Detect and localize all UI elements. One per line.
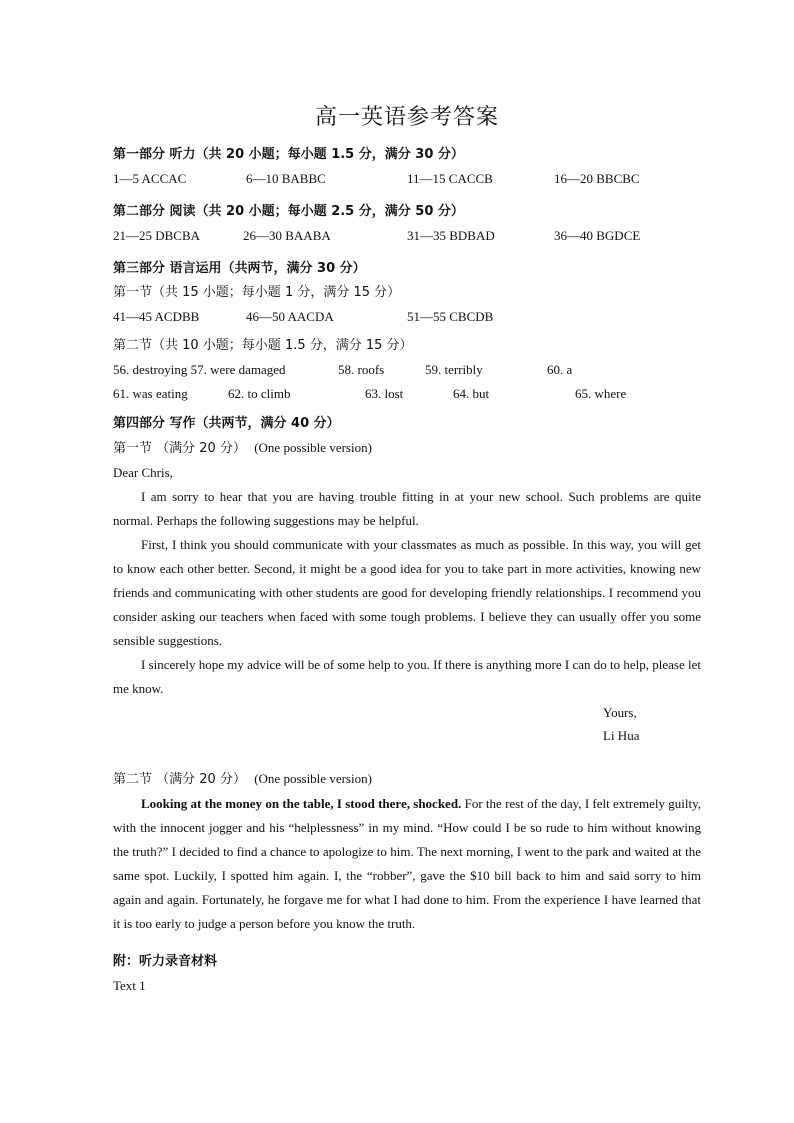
answer-group: 1—5 ACCAC [113, 171, 187, 186]
answer-item: 64. but [453, 386, 490, 401]
letter-salutation: Dear Chris, [113, 465, 173, 480]
transcript-text-label: Text 1 [113, 978, 146, 993]
part4-heading: 第四部分 写作（共两节，满分 40 分） [113, 416, 340, 431]
answer-group: 6—10 BABBC [246, 171, 326, 186]
part1-answers [113, 167, 701, 191]
page-title: 高一英语参考答案 [314, 105, 499, 130]
letter-paragraph: First, I think you should communicate with your classmates as much as possible. In this way, you will get to know each other better. Second, it might be a good idea for you to take part in more activities, knowing new friends and communicating with other students are good for developing friendly relationships. I recommend you consider asking our teachers when faced with some tough problems. I believe they can usually offer you some sensible suggestions. [113, 537, 701, 648]
story-lead-sentence: Looking at the money on the table, I stood there, shocked. [141, 796, 462, 811]
part2-answers [113, 224, 701, 248]
answer-group: 16—20 BBCBC [554, 171, 640, 186]
answer-group: 21—25 DBCBA [113, 228, 201, 243]
appendix-heading: 附：听力录音材料 [113, 954, 218, 969]
answer-group: 46—50 AACDA [246, 309, 334, 324]
part1-heading: 第一部分 听力（共 20 小题；每小题 1.5 分，满分 30 分） [113, 147, 464, 162]
answer-group: 31—35 BDBAD [407, 228, 495, 243]
answer-group: 41—45 ACDBB [113, 309, 200, 324]
story-body: For the rest of the day, I felt extremely guilty, with the innocent jogger and his “helplessness” in my mind. “How could I be so rude to him without knowing the truth?” I decided to find a chance to apologize to him. The next morning, I went to the park and waited at the same spot. Luckily, I spotted him again. I, the “robber”, gave the $10 bill back to him and said sorry to him again and again. Fortunately, he forgave me for what I had done to him. From the experience I have learned that it is too early to judge a person before you know the truth. [113, 796, 701, 931]
part3-section2-row2 [113, 382, 701, 406]
answer-item: 63. lost [365, 386, 404, 401]
letter-paragraph: I am sorry to hear that you are having trouble fitting in at your new school. Such problems are quite normal. Perhaps the following suggestions may be helpful. [113, 489, 701, 528]
version-note: (One possible version) [254, 440, 372, 455]
answer-group: 51—55 CBCDB [407, 309, 494, 324]
answer-item: 60. a [547, 362, 573, 377]
answer-item: 61. was eating [113, 386, 188, 401]
part2-heading: 第二部分 阅读（共 20 小题；每小题 2.5 分，满分 50 分） [113, 204, 464, 219]
version-note: (One possible version) [254, 771, 372, 786]
section-label: 第二节 （满分 20 分） [113, 772, 246, 787]
answer-item: 62. to climb [228, 386, 291, 401]
letter-paragraph: I sincerely hope my advice will be of some help to you. If there is anything more I can do to help, please let me know. [113, 657, 701, 696]
part3-section2-heading: 第二节（共 10 小题；每小题 1.5 分，满分 15 分） [113, 338, 413, 353]
letter-signature: Li Hua [603, 728, 640, 743]
story-paragraph [113, 792, 701, 936]
part3-section1-heading: 第一节（共 15 小题；每小题 1 分，满分 15 分） [113, 285, 401, 300]
answer-sheet [113, 100, 701, 998]
part4-section1-heading [113, 436, 701, 461]
answer-group: 11—15 CACCB [407, 171, 493, 186]
section-label: 第一节 （满分 20 分） [113, 441, 246, 456]
answer-group: 36—40 BGDCE [554, 228, 641, 243]
letter-closing: Yours, [603, 705, 637, 720]
answer-item: 58. roofs [338, 362, 385, 377]
part3-heading: 第三部分 语言运用（共两节，满分 30 分） [113, 261, 366, 276]
part4-section2-heading [113, 767, 701, 792]
answer-item: 59. terribly [425, 362, 483, 377]
part3-section1-answers [113, 305, 701, 329]
part3-section2-row1 [113, 358, 701, 382]
answer-group: 26—30 BAABA [243, 228, 331, 243]
answer-item: 65. where [575, 386, 627, 401]
answer-item: 56. destroying 57. were damaged [113, 362, 286, 377]
